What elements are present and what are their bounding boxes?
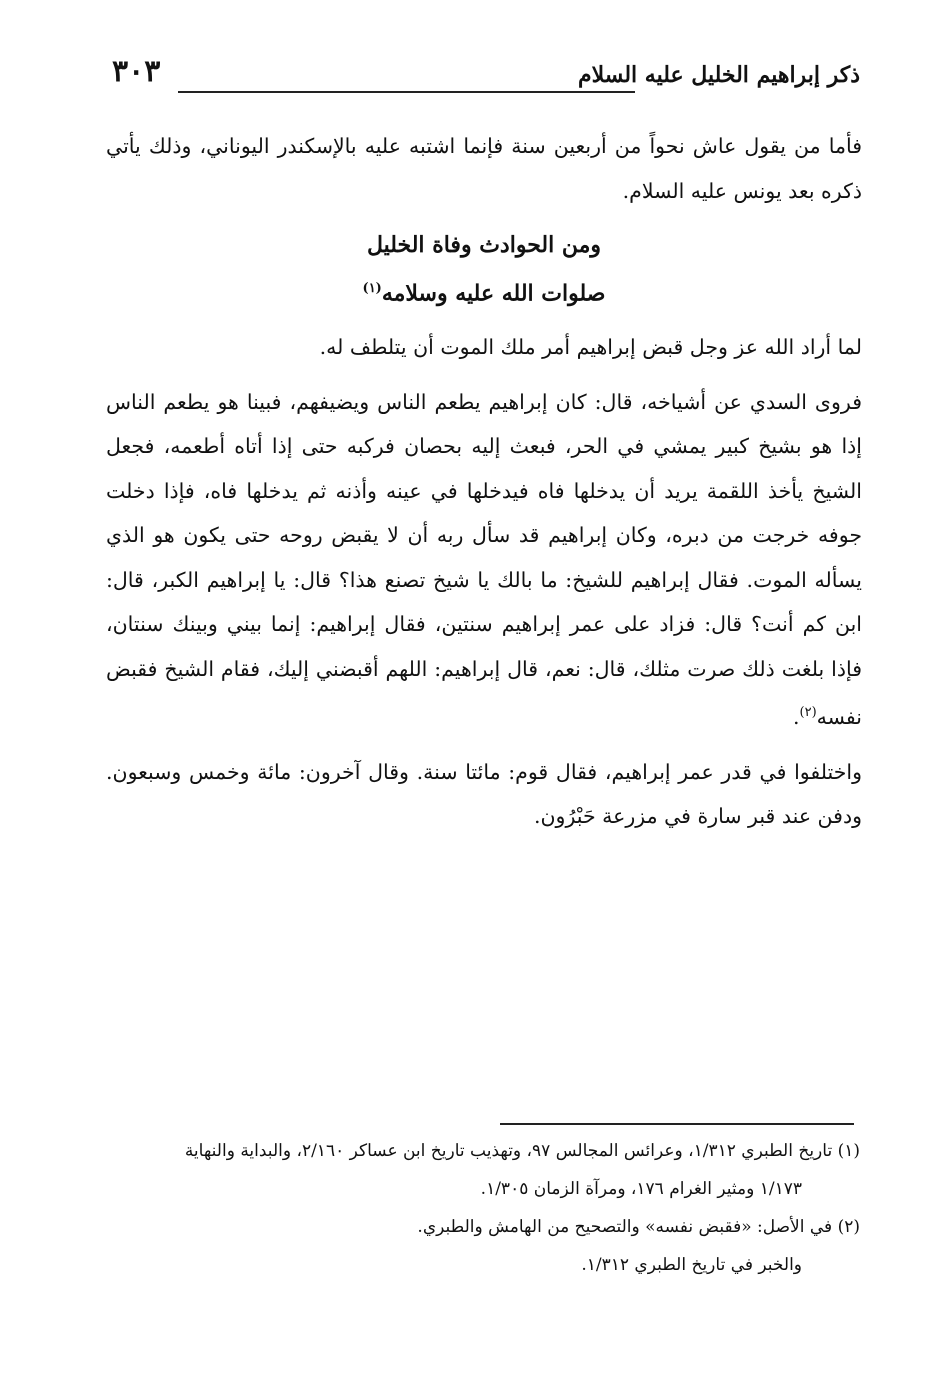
paragraph-4: واختلفوا في قدر عمر إبراهيم، فقال قوم: مائتا سنة. وقال آخرون: مائة وخمس وسبعون. ودفن عند قبر سارة في مزرعة حَبْرُون. [106, 759, 862, 829]
paragraph-3 [106, 380, 862, 740]
section-heading-text: صلوات الله عليه وسلامه [381, 280, 606, 307]
main-text [106, 124, 862, 839]
section-heading-line-1: ومن الحوادث وفاة الخليل [366, 232, 602, 258]
footnote-rule [500, 1123, 854, 1125]
paragraph-3-text: فروى السدي عن أشياخه، قال: كان إبراهيم يطعم الناس ويضيفهم، فبينا هو يطعم الناس إذا هو بشيخ كبير يمشي في الحر، فبعث إليه بحصان فركبه حتى إذا أتاه أطعمه، فجعل الشيخ يأخذ اللقمة يريد أن يدخلها فاه فيدخلها في عينه وأذنه ثم يدخلها فاه، فإذا دخلت جوفه خرجت من دبره، وكان إبراهيم قد سأل ربه أن لا يقبض روحه حتى يكون هو الذي يسأله الموت. فقال إبراهيم للشيخ: ما بالك يا شيخ تصنع هذا؟ قال: يا إبراهيم الكبر، قال: ابن كم أنت؟ قال: فزاد على عمر إبراهيم سنتين، فقال إبراهيم: إنما بيني وبينك سنتان، فإذا بلغت ذلك صرت مثلك، قال: نعم، قال إبراهيم: اللهم أقبضني إليك، فقام الشيخ فقبض نفسه [106, 389, 862, 730]
section-heading-line-2 [106, 267, 862, 315]
footnote-ref-2: (٢) [799, 705, 817, 721]
footnote-2-line-2: والخبر في تاريخ الطبري ١/٣١٢. [581, 1255, 802, 1275]
footnotes [100, 1132, 860, 1284]
footnote-2-line-1: (٢) في الأصل: «فقبض نفسه» والتصحيح من الهامش والطبري. [417, 1217, 860, 1237]
page-number: ٣٠٣ [112, 54, 161, 89]
footnote-ref-1: (١) [362, 281, 382, 296]
running-header [112, 54, 860, 106]
footnote-1-line-2: ١/١٧٣ ومثير الغرام ١٧٦، ومرآة الزمان ١/٣٠٥. [480, 1179, 802, 1199]
paragraph-1: فأما من يقول عاش نحواً من أربعين سنة فإنما اشتبه عليه بالإسكندر اليوناني، وذلك يأتي ذكره بعد يونس عليه السلام. [106, 134, 862, 203]
paragraph-2: لما أراد الله عز وجل قبض إبراهيم أمر ملك الموت أن يتلطف له. [319, 335, 862, 360]
footnote-1-line-1: (١) تاريخ الطبري ١/٣١٢، وعرائس المجالس ٩٧، وتهذيب تاريخ ابن عساكر ٢/١٦٠، والبداية والنهاية [184, 1141, 860, 1161]
header-title: ذكر إبراهيم الخليل عليه السلام [577, 62, 860, 88]
header-rule [178, 91, 635, 93]
paragraph-3-end: . [792, 705, 800, 730]
